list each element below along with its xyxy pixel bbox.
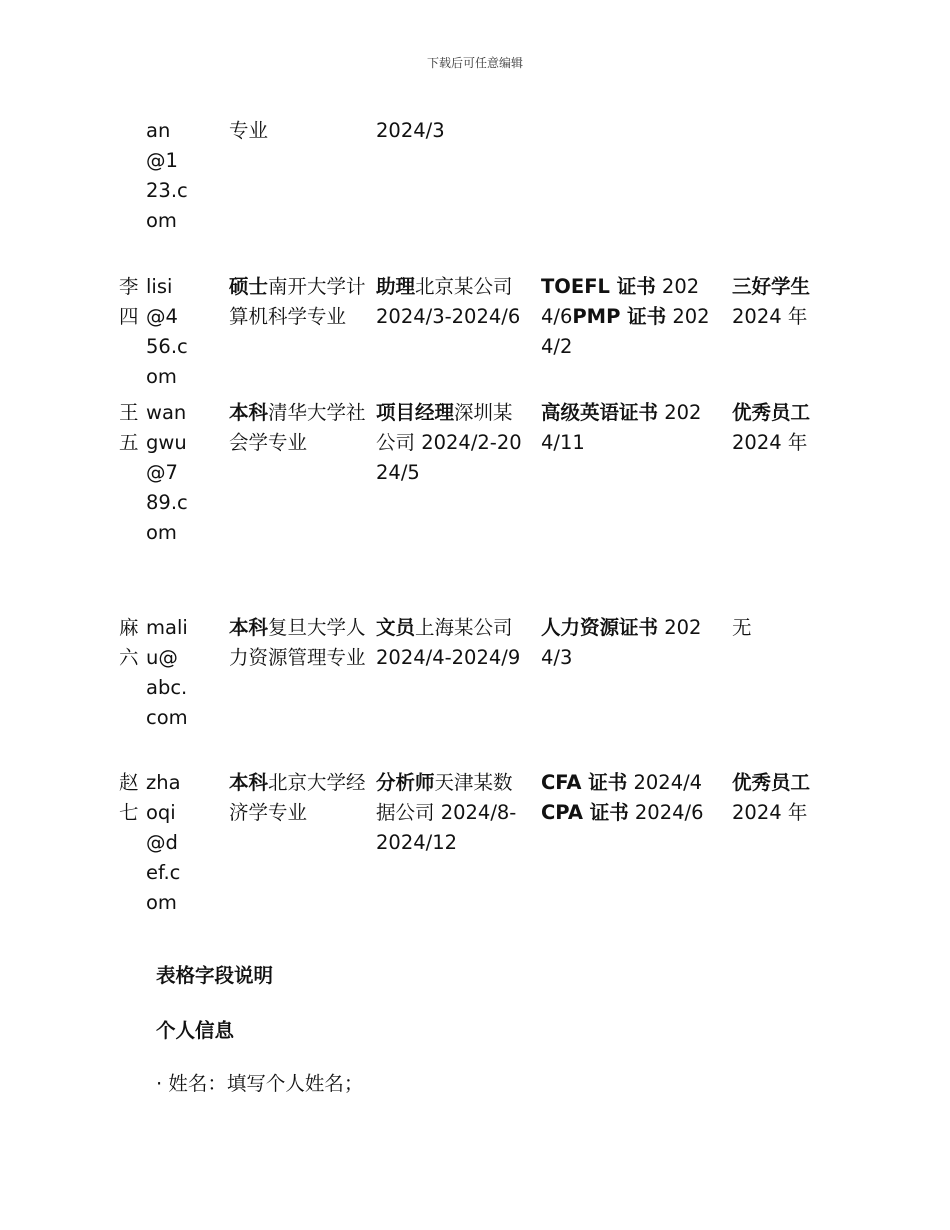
email-cell: lisi@456.com [146, 275, 188, 388]
education-cell: 本科复旦大学人力资源管理专业 [229, 616, 366, 669]
email-cell: wangwu@789.com [146, 401, 188, 544]
name-cell: 麻六 [119, 616, 139, 669]
work-cell: 文员上海某公司 2024/4-2024/9 [376, 616, 521, 669]
honor-cell: 三好学生 2024 年 [732, 275, 811, 328]
education-cell: 专业 [229, 119, 269, 142]
work-cell: 助理北京某公司 2024/3-2024/6 [376, 275, 521, 328]
certificate-cell: CFA 证书 2024/4CPA 证书 2024/6 [541, 771, 704, 824]
honor-cell: 优秀员工 2024 年 [732, 771, 811, 824]
page-header: 下载后可任意编辑 [426, 56, 523, 70]
subsection-title: 个人信息 [156, 1019, 235, 1042]
education-cell: 本科北京大学经济学专业 [229, 771, 366, 824]
certificate-cell: 人力资源证书 2024/3 [541, 616, 702, 669]
name-cell: 赵七 [119, 771, 139, 824]
certificate-cell: TOEFL 证书 2024/6PMP 证书 2024/2 [541, 275, 710, 358]
work-cell: 分析师天津某数据公司 2024/8-2024/12 [376, 771, 517, 854]
email-cell: an@123.com [146, 119, 188, 232]
note-item: · 姓名：填写个人姓名； [156, 1072, 364, 1095]
work-cell: 2024/3 [376, 119, 445, 142]
honor-cell: 优秀员工 2024 年 [732, 401, 811, 454]
education-cell: 硕士南开大学计算机科学专业 [229, 275, 366, 328]
email-cell: maliu@abc.com [146, 616, 188, 729]
honor-cell: 无 [732, 616, 752, 639]
name-cell: 李四 [119, 275, 139, 328]
email-cell: zhaoqi@def.com [146, 771, 181, 914]
name-cell: 王五 [119, 401, 139, 454]
education-cell: 本科清华大学社会学专业 [229, 401, 366, 454]
certificate-cell: 高级英语证书 2024/11 [541, 401, 702, 454]
section-title: 表格字段说明 [156, 964, 274, 987]
work-cell: 项目经理深圳某公司 2024/2-2024/5 [376, 401, 522, 484]
